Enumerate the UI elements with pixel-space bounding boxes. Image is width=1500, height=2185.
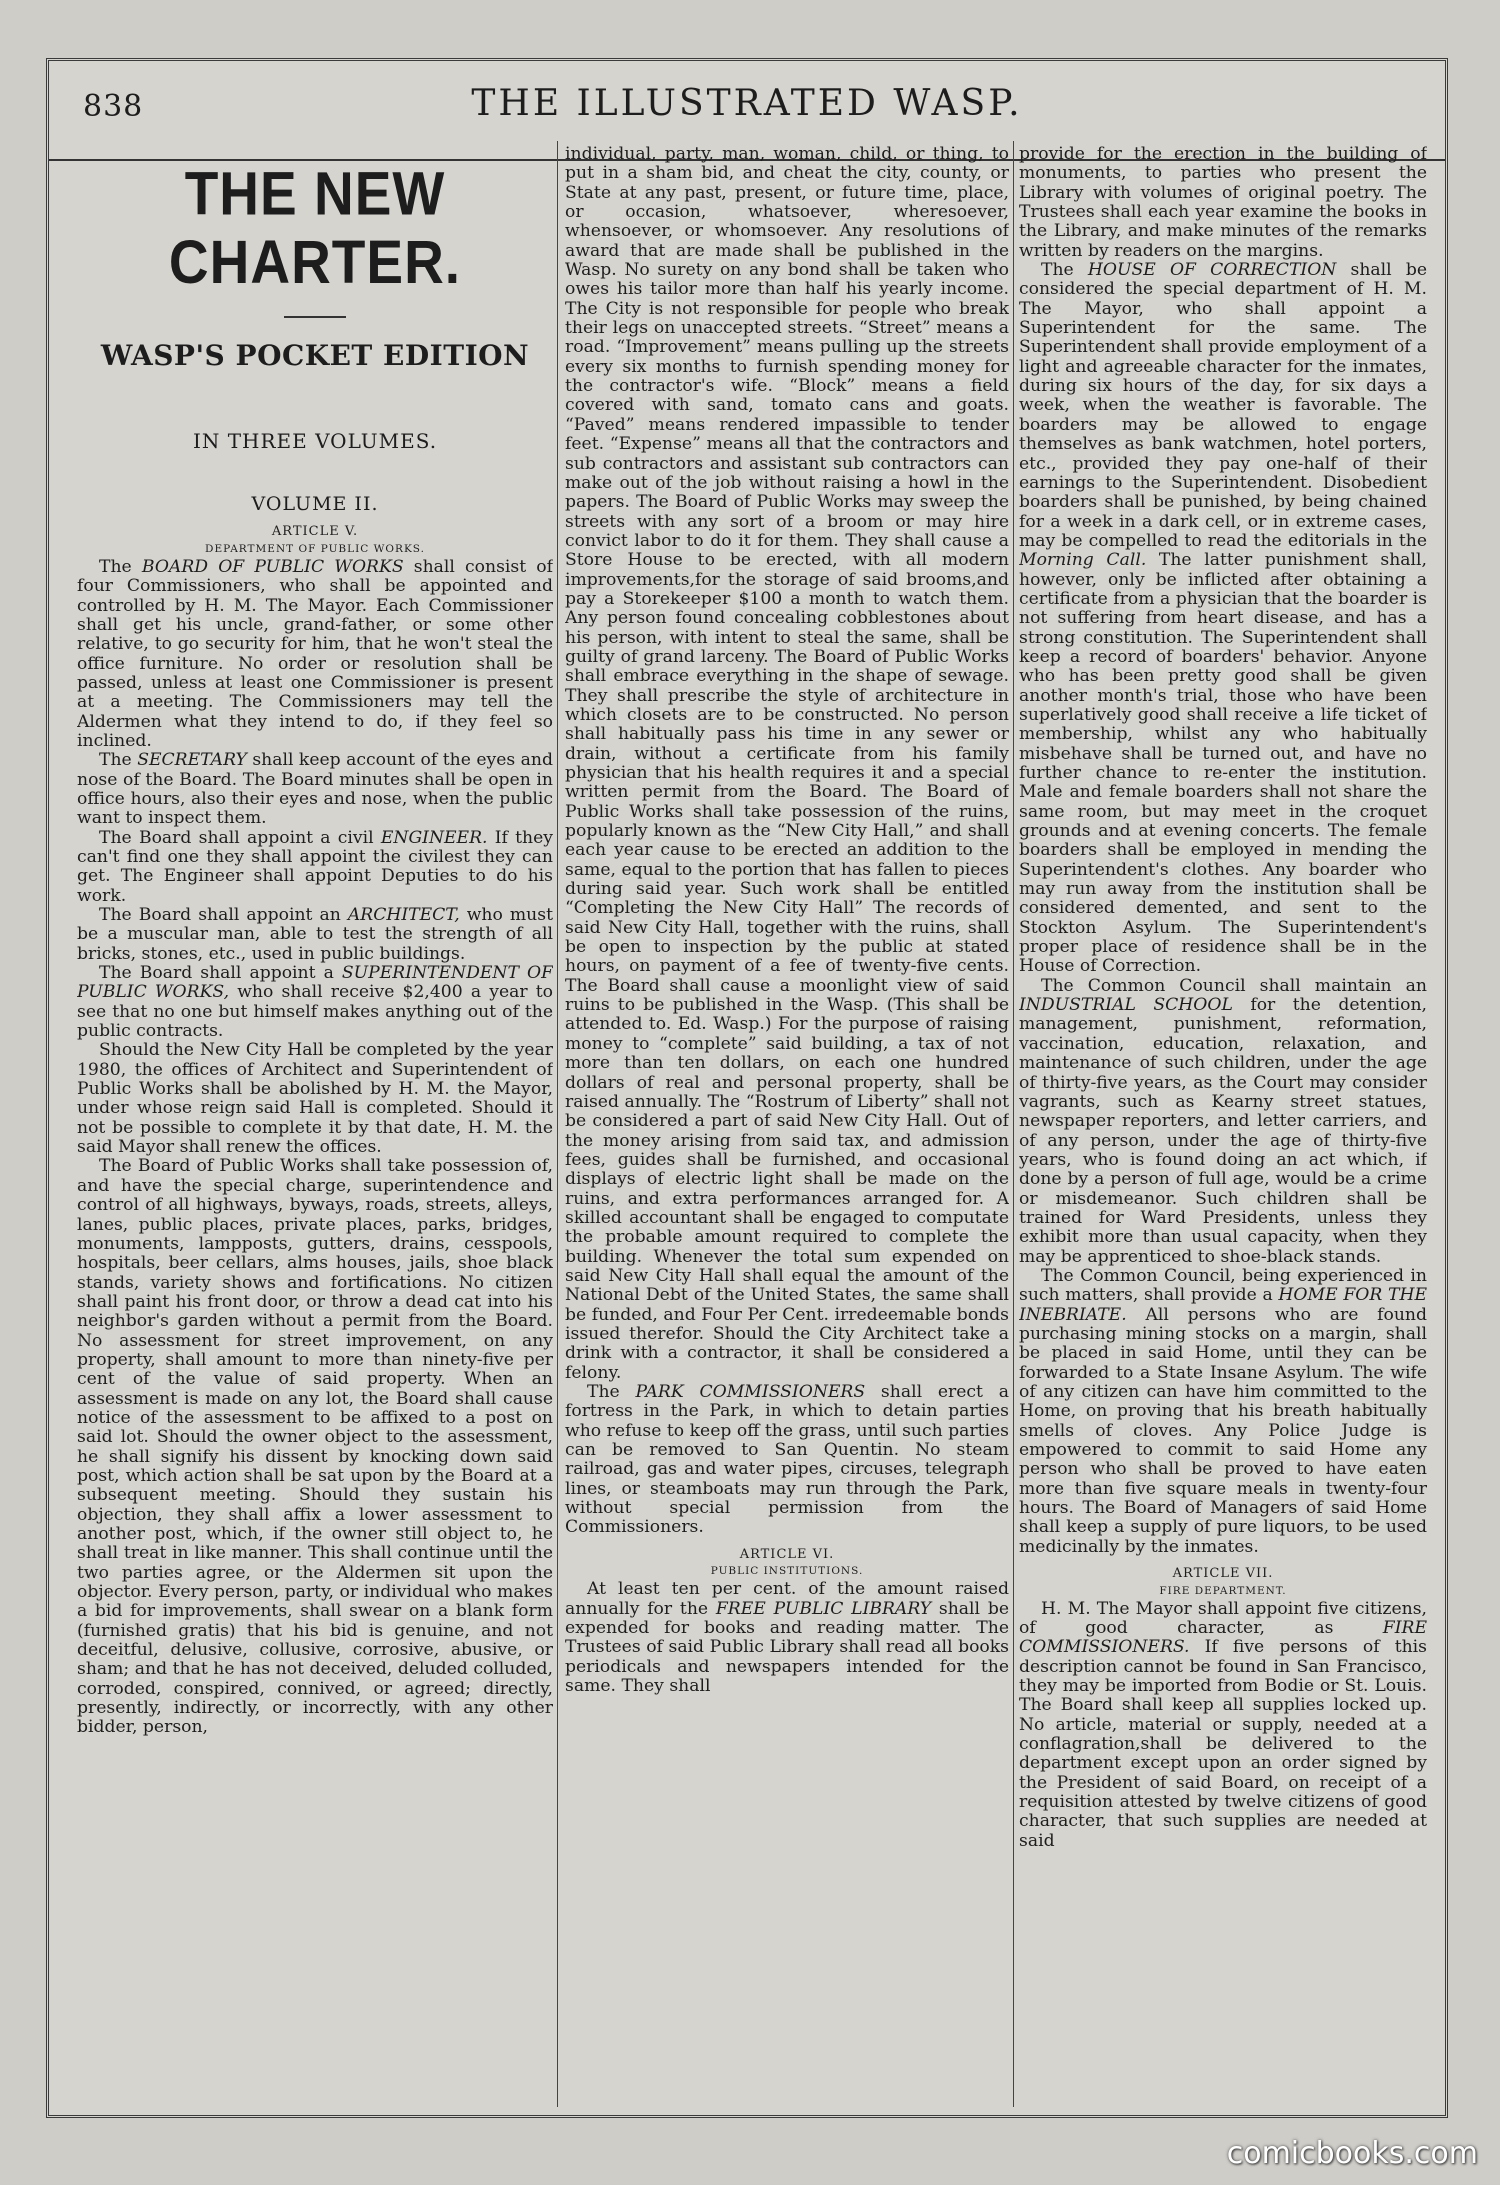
page-header xyxy=(49,83,1445,149)
paragraph: H. M. The Mayor shall appoint five citizens, of good character, as FIRE COMMISSIONERS. If five persons of this description cannot be found in San Francisco, they may be imported from Bodie or St. Louis. The Board shall keep all supplies locked up. No article, material or supply, needed at a conflagration,shall be delivered to the department except upon an order signed by the President of said Board, on receipt of a requisition attested by twelve citizens of good character, that such supplies are needed at said xyxy=(1019,1598,1427,1851)
masthead: THE ILLUSTRATED WASP. xyxy=(471,83,1023,124)
watermark: comicbooks.com xyxy=(1226,2136,1478,2171)
paragraph: individual, party, man, woman, child, or thing, to put in a sham bid, and cheat the city, county, or State at any past, present, or future time, place, or occasion, whatsoever, wheresoever, whensoever, or whomsoever. Any resolutions of award that are made shall be published in the Wasp. No surety on any bond shall be taken who owes his tailor more than half his yearly income. The City is not responsible for people who break their legs on unaccepted streets. “Street” means a road. “Improvement” means pulling up the streets every six months to furnish spending money for the contractor's wife. “Block” means a field covered with sand, tomato cans and goats. “Paved” means rendered impassible to tender feet. “Expense” means all that the contractors and sub contractors and assistant sub contractors can make out of the job without raising a howl in the papers. The Board of Public Works may sweep the streets with any sort of a broom or may hire convict labor to do it for them. They shall cause a Store House to be erected, with all modern improvements,for the storage of said brooms,and pay a Storekeeper $100 a month to watch them. Any person found concealing cobblestones about his person, with intent to steal the same, shall be guilty of grand larceny. The Board of Public Works shall embrace everything in the shape of sewage. They shall prescribe the style of architecture in which closets are to be constructed. No person shall habitually pass his time in any sewer or drain, without a certificate from his family physician that his health requires it and a special written permit from the Board. The Board of Public Works shall take possession of the ruins, popularly known as the “New City Hall,” and shall each year cause to be erected an addition to the same, equal to the portion that has fallen to pieces during said year. Such work shall be entitled “Completing the New City Hall” The records of said New City Hall, together with the ruins, shall be open to inspection by the public at stated hours, on payment of a fee of twenty-five cents. The Board shall cause a moonlight view of said ruins to be published in the Wasp. (This shall be attended to. Ed. Wasp.) For the purpose of raising money to “complete” said building, a tax of not more than ten dollars, on each one hundred dollars of real and personal property, shall be raised annually. The “Rostrum of Liberty” shall not be considered a part of said New City Hall. Out of the money arising from said tax, and admission fees, guides shall be furnished, and occasional displays of electric light shall be made on the ruins, and extra performances arranged for. A skilled accountant shall be engaged to computate the probable amount required to complete the building. Whenever the total sum expended on said New City Hall shall equal the amount of the National Debt of the United States, the same shall be funded, and Four Per Cent. irredeemable bonds issued therefor. Should the City Architect take a drink with a contractor, it shall be considered a felony. xyxy=(565,145,1009,1383)
column-3 xyxy=(1019,145,1427,2107)
paragraph: The Board of Public Works shall take possession of, and have the special charge, superintendence and control of all highways, byways, roads, streets, alleys, lanes, public places, private places, parks, bridges, monuments, lampposts, gutters, drains, cesspools, hospitals, beer cellars, alms houses, jails, shoe black stands, variety shows and fortifications. No citizen shall paint his front door, or throw a dead cat into his neighbor's garden without a permit from the Board. No assessment for street improvement, on any property, shall amount to more than ninety-five per cent of the value of said property. When an assessment is made on any lot, the Board shall cause notice of the assessment to be affixed to a post on said lot. Should the owner object to the assessment, he shall signify his dissent by knocking down said post, which action shall be sat upon by the Board at a subsequent meeting. Should they sustain his objection, they shall affix a lower assessment to another post, which, if the owner still object to, he shall treat in like manner. This shall continue until the two parties agree, or the Aldermen sit upon the objector. Every person, party, or individual who makes a bid for improvements, shall swear on a blank form (furnished gratis) that his bid is genuine, and not deceitful, delusive, collusive, corrosive, abusive, or sham; and that he has not deceived, deluded colluded, corroded, conspired, connived, or agreed; directly, presently, indirectly, or incorrectly, with any other bidder, person, xyxy=(77,1156,553,1738)
paragraph: provide for the erection in the building of monuments, to parties who present the Library with volumes of original poetry. The Trustees shall each year examine the books in the Library, and make minutes of the remarks written by readers on the margins. xyxy=(1019,145,1427,261)
department-heading: DEPARTMENT OF PUBLIC WORKS. xyxy=(205,543,425,555)
department-heading: FIRE DEPARTMENT. xyxy=(1159,1584,1287,1597)
edition-subtitle: WASP'S POCKET EDITION xyxy=(100,339,530,372)
department-heading: PUBLIC INSTITUTIONS. xyxy=(710,1565,864,1578)
column-1 xyxy=(77,145,553,2107)
article-title: THE NEW CHARTER. xyxy=(168,158,462,296)
article-heading: ARTICLE VII. xyxy=(1172,1566,1274,1582)
short-rule xyxy=(284,316,346,318)
paragraph: The SECRETARY shall keep account of the eyes and nose of the Board. The Board minutes shall be open in office hours, also their eyes and nose, when the public want to inspect them. xyxy=(77,750,553,829)
paragraph: The BOARD OF PUBLIC WORKS shall consist of four Commissioners, who shall be appointed and controlled by H. M. The Mayor. Each Commissioner shall get his uncle, grand-father, or some other relative, to go security for him, that he won't steal the office furniture. No order or resolution shall be passed, unless at least one Commissioner is present at a meeting. The Commissioners may tell the Aldermen what they intend to do, if they feel so inclined. xyxy=(77,556,553,751)
paragraph: The Common Council shall maintain an INDUSTRIAL SCHOOL for the detention, management, punishment, reformation, vaccination, education, relaxation, and maintenance of such children, under the age of thirty-five years, as the Court may consider vagrants, such as Kearny street statues, newspaper reporters, and letter carriers, and of any person, under the age of thirty-five years, who is found doing an act which, if done by a person of full age, would be a crime or misdemeanor. Such children shall be trained for Ward Presidents, unless they exhibit more than usual capacity, when they may be apprenticed to shoe-black stands. xyxy=(1019,975,1427,1267)
paragraph: At least ten per cent. of the amount raised annually for the FREE PUBLIC LIBRARY shall be expended for books and reading matter. The Trustees of said Public Library shall read all books periodicals and newspapers intended for the same. They shall xyxy=(565,1579,1009,1696)
article-heading: ARTICLE V. xyxy=(271,524,359,540)
paragraph: The Board shall appoint a civil ENGINEER. If they can't find one they shall appoint the civilest they can get. The Engineer shall appoint Deputies to do his work. xyxy=(77,827,553,906)
volumes-line: IN THREE VOLUMES. xyxy=(192,428,438,453)
column-divider xyxy=(1013,141,1014,2107)
paragraph: The Common Council, being experienced in such matters, shall provide a HOME FOR THE INEBRIATE. All persons who are found purchasing mining stocks on a margin, shall be placed in said Home, until they can be forwarded to a State Insane Asylum. The wife of any citizen can have him committed to the Home, on proving that his breath habitually smells of cloves. Any Police Judge is empowered to commit to said Home any person who shall be proved to have eaten more than five square meals in twenty-four hours. The Board of Managers of said Home shall keep a supply of pure liquors, to be used medicinally by the inmates. xyxy=(1019,1265,1427,1557)
column-divider xyxy=(557,141,558,2107)
paragraph: Should the New City Hall be completed by the year 1980, the offices of Architect and Superintendent of Public Works shall be abolished by H. M. the Mayor, under whose reign said Hall is completed. Should it not be possible to complete it by that date, H. M. the said Mayor shall renew the offices. xyxy=(77,1040,553,1158)
article-heading: ARTICLE VI. xyxy=(739,1546,835,1562)
paragraph: The PARK COMMISSIONERS shall erect a fortress in the Park, in which to detain parties who refuse to keep off the grass, until such parties can be removed to San Quentin. No steam railroad, gas and water pipes, circuses, telegraph lines, or steamboats may run through the Park, without special permission from the Commissioners. xyxy=(565,1382,1009,1538)
paragraph: The Board shall appoint a SUPERINTENDENT OF PUBLIC WORKS, who shall receive $2,400 a year to see that no one but himself makes anything out of the public contracts. xyxy=(77,963,553,1042)
paragraph: The Board shall appoint an ARCHITECT, who must be a muscular man, able to test the strength of all bricks, stones, etc., used in public buildings. xyxy=(77,905,553,964)
page-sheet xyxy=(46,58,1448,2118)
page-number: 838 xyxy=(83,89,144,124)
column-2 xyxy=(565,145,1009,2107)
volume-heading: VOLUME II. xyxy=(251,493,379,515)
paragraph: The HOUSE OF CORRECTION shall be considered the special department of H. M. The Mayor, who shall appoint a Superintendent for the same. The Superintendent shall provide employment of a light and agreeable character for the inmates, during six hours of the day, for six days a week, when the weather is favorable. The boarders may be allowed to engage themselves as bank watchmen, hotel porters, etc., provided they pay one-half of their earnings to the Superintendent. Disobedient boarders shall be punished, by being chained for a week in a dark cell, or in extreme cases, may be compelled to read the editorials in the Morning Call. The latter punishment shall, however, only be inflicted after obtaining a certificate from a physician that the boarder is not suffering from heart disease, and has a strong constitution. The Superintendent shall keep a record of boarders' behavior. Anyone who has been pretty good shall be given another month's trial, those who have been superlatively good shall receive a life ticket of membership, whilst any who habitually misbehave shall be turned out, and have no further chance to re-enter the institution. Male and female boarders shall not share the same room, but may meet in the croquet grounds and at evening concerts. The female boarders shall be employed in mending the Superintendent's clothes. Any boarder who may run away from the institution shall be considered demented, and sent to the Stockton Asylum. The Superintendent's proper place of residence shall be in the House of Correction. xyxy=(1019,260,1427,977)
